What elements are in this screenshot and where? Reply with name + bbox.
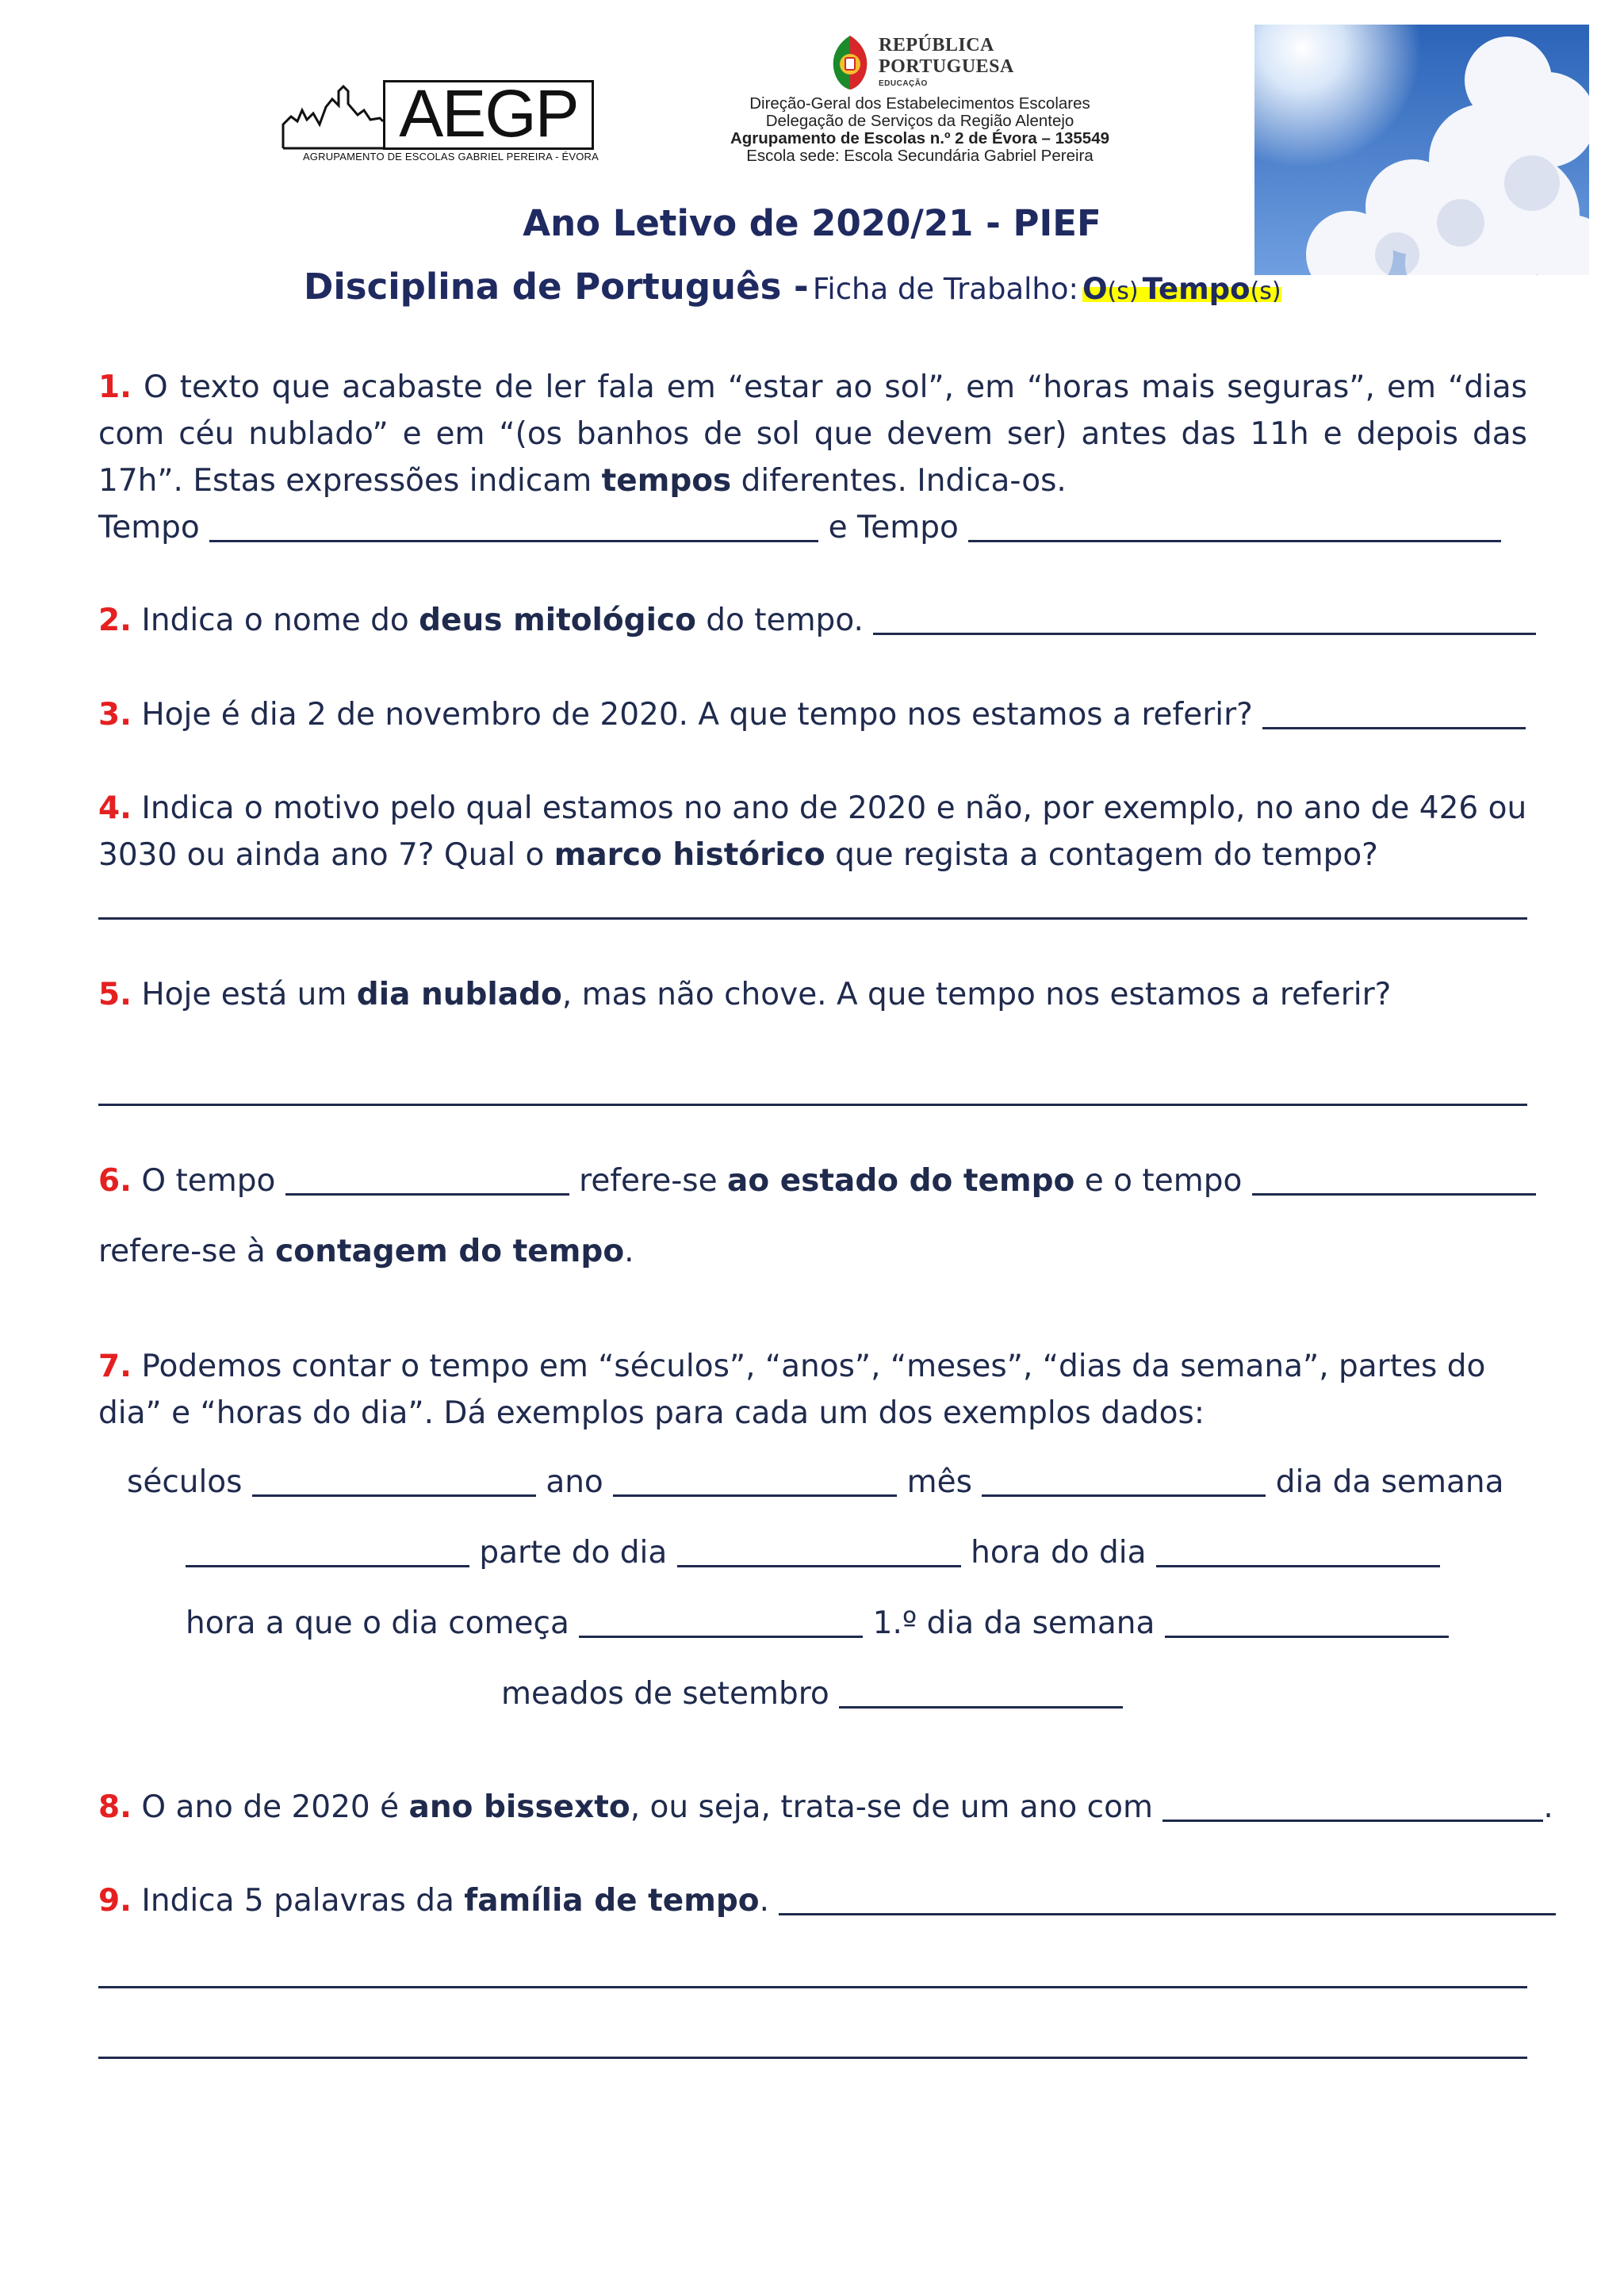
answer-blank[interactable]	[873, 601, 1536, 635]
question-keyword: ano bissexto	[408, 1789, 630, 1825]
question-keyword: marco histórico	[553, 837, 825, 873]
question-keyword: tempos	[601, 463, 732, 499]
answer-label: Tempo	[98, 510, 200, 545]
answer-label: mês	[906, 1464, 972, 1500]
question-3	[98, 691, 1527, 738]
direction-line: Escola sede: Escola Secundária Gabriel Pereira	[746, 147, 1094, 165]
answer-blank[interactable]	[252, 1463, 536, 1497]
question-text: do tempo.	[695, 603, 864, 638]
question-text: Hoje está um	[131, 977, 357, 1012]
answer-blank[interactable]	[186, 1533, 469, 1567]
question-7-row-2	[186, 1533, 1440, 1571]
question-9	[98, 1877, 1527, 1924]
question-text: diferentes. Indica-os.	[731, 463, 1067, 499]
question-7	[98, 1343, 1527, 1437]
question-text: e o tempo	[1084, 1163, 1243, 1199]
answer-label: meados de setembro	[501, 1676, 829, 1712]
question-text: Hoje é dia 2 de novembro de 2020. A que tempo nos estamos a referir?	[131, 697, 1253, 733]
portuguese-emblem-icon	[829, 34, 871, 91]
question-text: .	[1543, 1789, 1553, 1825]
republic-name	[879, 35, 1014, 78]
answer-blank[interactable]	[1156, 1533, 1440, 1567]
question-text: .	[759, 1883, 769, 1919]
answer-rule[interactable]	[98, 1104, 1527, 1106]
theme-s2: (s)	[1250, 277, 1281, 305]
direction-lines	[682, 95, 1158, 165]
answer-blank[interactable]	[1162, 1788, 1543, 1822]
direction-line: Delegação de Serviços da Região Alentejo	[765, 112, 1074, 130]
question-number: 4.	[98, 790, 132, 826]
answer-label: hora a que o dia começa	[186, 1605, 569, 1641]
answer-label: e Tempo	[828, 510, 959, 545]
question-text: dia” e “horas do dia”. Dá exemplos para cada um dos exemplos dados:	[98, 1395, 1205, 1431]
answer-blank[interactable]	[982, 1463, 1266, 1497]
answer-label: hora do dia	[971, 1535, 1147, 1571]
answer-label: parte do dia	[479, 1535, 668, 1571]
answer-label: dia da semana	[1275, 1464, 1504, 1500]
question-text: Indica o motivo pelo qual estamos no ano de 2020 e não, por exemplo, no ano de 426 ou	[131, 790, 1527, 826]
question-text: O tempo	[131, 1163, 276, 1199]
worksheet-label: Ficha de Trabalho:	[812, 272, 1078, 306]
question-text: , mas não chove. A que tempo nos estamos a referir?	[561, 977, 1392, 1012]
question-7-row-4	[501, 1674, 1123, 1712]
answer-label: séculos	[127, 1464, 243, 1500]
question-text: O ano de 2020 é	[131, 1789, 409, 1825]
question-text: Indica o nome do	[131, 603, 419, 638]
question-4	[98, 785, 1527, 878]
question-7-row-3	[186, 1604, 1449, 1641]
question-text: .	[624, 1234, 634, 1269]
question-number: 3.	[98, 697, 132, 733]
question-text: refere-se	[579, 1163, 718, 1199]
direction-line: Agrupamento de Escolas n.º 2 de Évora – 135549	[730, 129, 1110, 147]
answer-rule[interactable]	[98, 917, 1527, 920]
answer-blank[interactable]	[1262, 695, 1526, 729]
question-number: 2.	[98, 603, 132, 638]
answer-blank[interactable]	[677, 1533, 961, 1567]
question-6	[98, 1158, 1527, 1204]
subject-title: Disciplina de Português -	[304, 266, 809, 308]
question-text: , ou seja, trata-se de um ano com	[630, 1789, 1153, 1825]
ministry-header	[682, 30, 1158, 173]
answer-blank[interactable]	[579, 1604, 863, 1638]
school-logo	[282, 75, 599, 164]
answer-label: ano	[546, 1464, 603, 1500]
theme-o: O	[1082, 272, 1108, 306]
question-7-row-1	[127, 1463, 1504, 1500]
question-2	[98, 597, 1527, 644]
theme-s1: (s)	[1107, 277, 1139, 305]
answer-blank[interactable]	[209, 508, 818, 542]
question-1	[98, 364, 1527, 504]
question-number: 1.	[98, 369, 132, 405]
question-text: O texto que acabaste de ler fala em “estar ao sol”, em “horas mais seguras”, em “dias com céu nublado” e em “(os banhos de sol que devem ser) antes das 11h e depois das 17h”. Estas expressões indicam	[98, 369, 1527, 499]
answer-blank[interactable]	[613, 1463, 897, 1497]
theme-tempo: Tempo	[1142, 272, 1251, 306]
city-skyline-icon	[282, 75, 385, 155]
question-text: que regista a contagem do tempo?	[825, 837, 1378, 873]
question-6-line2	[98, 1228, 1527, 1275]
answer-rule[interactable]	[98, 1986, 1527, 1988]
question-5	[98, 971, 1527, 1018]
direction-line: Direção-Geral dos Estabelecimentos Escolares	[749, 94, 1090, 113]
question-number: 7.	[98, 1349, 132, 1384]
question-1-answer-line	[98, 504, 1527, 551]
question-keyword: dia nublado	[356, 977, 562, 1012]
answer-rule[interactable]	[98, 2057, 1527, 2059]
question-text: Podemos contar o tempo em “séculos”, “anos”, “meses”, “dias da semana”, partes do	[131, 1349, 1486, 1384]
answer-blank[interactable]	[839, 1674, 1123, 1709]
question-keyword: contagem do tempo	[275, 1234, 625, 1269]
republic-name-line2: PORTUGUESA	[879, 56, 1014, 77]
answer-blank[interactable]	[285, 1161, 569, 1196]
question-keyword: deus mitológico	[419, 603, 696, 638]
answer-blank[interactable]	[1165, 1604, 1449, 1638]
page-subtitle	[304, 266, 1281, 308]
question-text: refere-se à	[98, 1234, 276, 1269]
question-number: 9.	[98, 1883, 132, 1919]
question-text: Indica 5 palavras da	[131, 1883, 465, 1919]
answer-blank[interactable]	[779, 1881, 1556, 1915]
school-logo-text: AEGP	[399, 76, 578, 151]
answer-blank[interactable]	[1252, 1161, 1536, 1196]
question-number: 8.	[98, 1789, 132, 1825]
worksheet-theme	[1082, 272, 1281, 306]
answer-blank[interactable]	[968, 508, 1501, 542]
question-8	[98, 1784, 1553, 1831]
page-title: Ano Letivo de 2020/21 - PIEF	[523, 202, 1101, 244]
answer-label: 1.º dia da semana	[872, 1605, 1155, 1641]
ministry-label: EDUCAÇÃO	[879, 79, 928, 88]
school-logo-subtitle: AGRUPAMENTO DE ESCOLAS GABRIEL PEREIRA - ÉVORA	[302, 151, 599, 163]
question-keyword: família de tempo	[464, 1883, 760, 1919]
question-text: 3030 ou ainda ano 7? Qual o	[98, 837, 554, 873]
question-number: 5.	[98, 977, 132, 1012]
question-number: 6.	[98, 1163, 132, 1199]
question-keyword: ao estado do tempo	[727, 1163, 1075, 1199]
republic-name-line1: REPÚBLICA	[879, 35, 994, 55]
